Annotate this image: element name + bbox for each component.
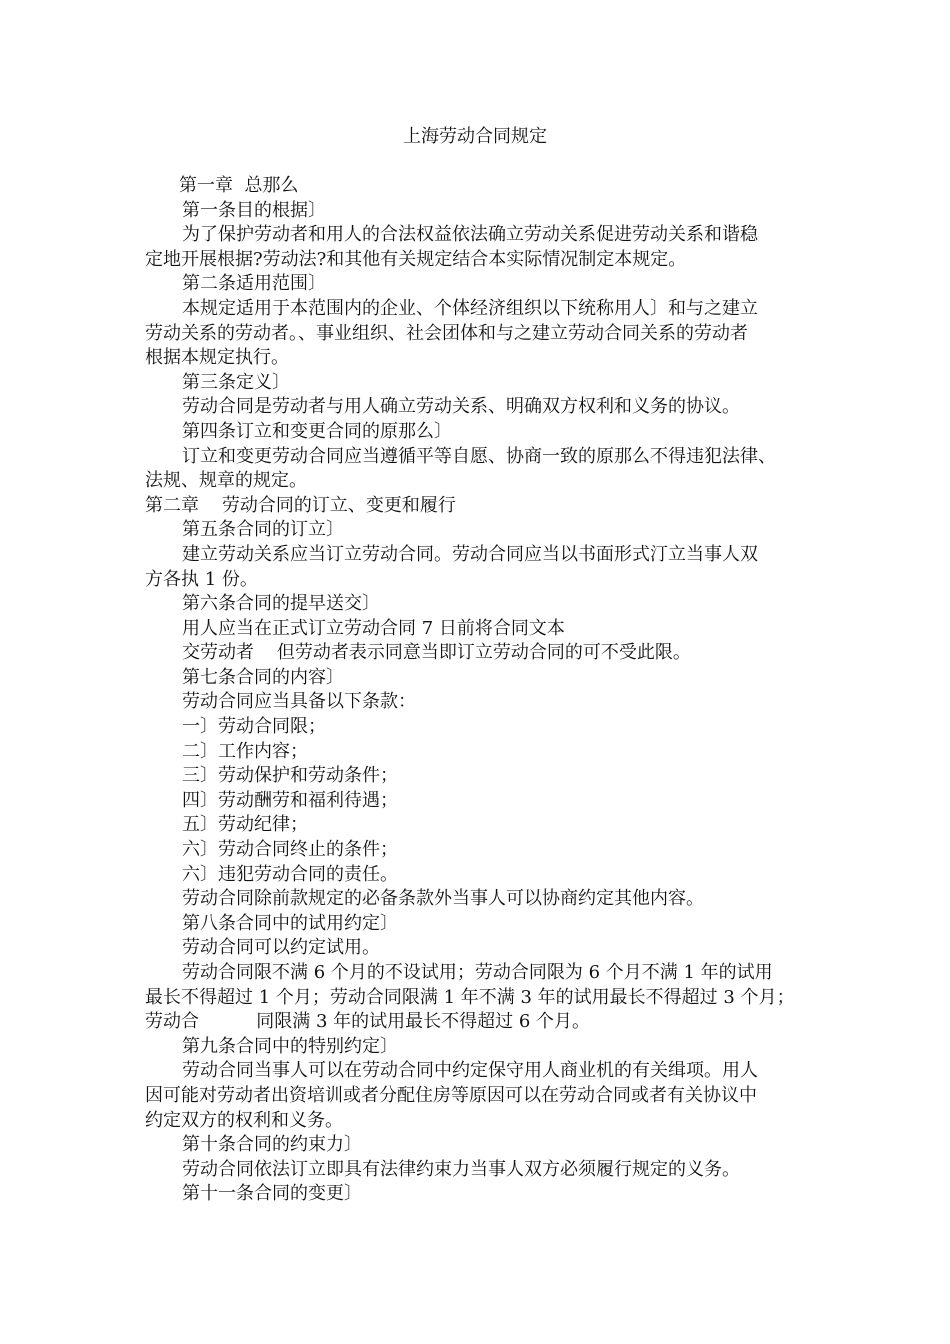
text-line: 劳动合同除前款规定的必备条款外当事人可以协商约定其他内容。	[182, 888, 704, 910]
text-line: 根据本规定执行。	[145, 347, 289, 369]
text-line: 本规定适用于本范围内的企业、个体经济组织以下统称用人〕和与之建立	[182, 297, 758, 319]
text-line: 第一章 总那么	[179, 175, 299, 196]
text-line: 六〕劳动合同终止的条件；	[182, 839, 398, 861]
text-line: 一〕劳动合同限；	[182, 716, 326, 738]
text-line: 因可能对劳动者出资培训或者分配住房等原因可以在劳动合同或者有关协议中	[145, 1084, 757, 1106]
text-line: 第五条合同的订立〕	[182, 519, 344, 541]
text-line: 第十条合同的约束力〕	[182, 1134, 362, 1156]
text-line: 二〕工作内容；	[182, 740, 308, 762]
text-line: 方各执 1 份。	[145, 568, 258, 590]
text-line: 第四条订立和变更合同的原那么〕	[182, 420, 452, 442]
text-line: 劳动合同是劳动者与用人确立劳动关系、明确双方权利和义务的协议。	[182, 396, 740, 418]
text-line: 订立和变更劳动合同应当遵循平等自愿、协商一致的原那么不得违犯法律、	[182, 445, 776, 467]
document-body	[145, 174, 810, 1207]
text-line: 劳动关系的劳动者。、事业组织、社会团体和与之建立劳动合同关系的劳动者	[145, 322, 748, 344]
text-line: 劳动合同限不满 6 个月的不设试用；劳动合同限为 6 个月不满 1 年的试用	[182, 962, 773, 983]
text-line: 第九条合同中的特别约定〕	[182, 1035, 398, 1057]
text-line: 第七条合同的内容〕	[182, 666, 344, 688]
text-line: 第二条适用范围〕	[182, 273, 326, 295]
text-line: 劳动合同依法订立即具有法律约束力当事人双方必须履行规定的义务。	[182, 1158, 740, 1180]
text-line: 最长不得超过 1 个月；劳动合同限满 1 年不满 3 年的试用最长不得超过 3 个月；	[145, 986, 795, 1008]
text-line: 第八条合同中的试用约定〕	[182, 912, 398, 934]
text-line: 劳动合同应当具备以下条款：	[182, 691, 416, 713]
text-line: 定地开展根据?劳动法?和其他有关规定结合本实际情况制定本规定。	[145, 248, 687, 270]
text-line: 四〕劳动酬劳和福利待遇；	[182, 789, 398, 811]
text-line: 第六条合同的提早送交〕	[182, 593, 380, 615]
text-line: 用人应当在正式订立劳动合同 7 日前将合同文本	[182, 617, 565, 639]
text-line: 六〕违犯劳动合同的责任。	[182, 863, 398, 885]
text-line: 法规、规章的规定。	[145, 470, 307, 492]
text-line: 第三条定义〕	[182, 371, 290, 393]
text-line: 第一条目的根据〕	[182, 199, 326, 221]
text-line: 五〕劳动纪律；	[182, 814, 308, 836]
text-line: 建立劳动关系应当订立劳动合同。劳动合同应当以书面形式汀立当事人双	[182, 543, 758, 565]
text-line: 劳动合同当事人可以在劳动合同中约定保守用人商业机的有关缉项。用人	[182, 1060, 758, 1082]
text-line: 约定双方的权利和义务。	[145, 1109, 343, 1131]
text-line: 交劳动者 但劳动者表示同意当即订立劳动合同的可不受此限。	[182, 642, 691, 664]
text-line: 为了保护劳动者和用人的合法权益依法确立劳动关系促进劳动关系和谐稳	[182, 224, 758, 246]
document-title: 上海劳动合同规定	[403, 126, 547, 147]
text-line: 第十一条合同的变更〕	[182, 1183, 362, 1205]
text-line: 第二章 劳动合同的订立、变更和履行	[145, 494, 456, 516]
text-line: 劳动合 同限满 3 年的试用最长不得超过 6 个月。	[145, 1011, 591, 1033]
text-line: 三〕劳动保护和劳动条件；	[182, 765, 398, 787]
text-line: 劳动合同可以约定试用。	[182, 937, 380, 959]
